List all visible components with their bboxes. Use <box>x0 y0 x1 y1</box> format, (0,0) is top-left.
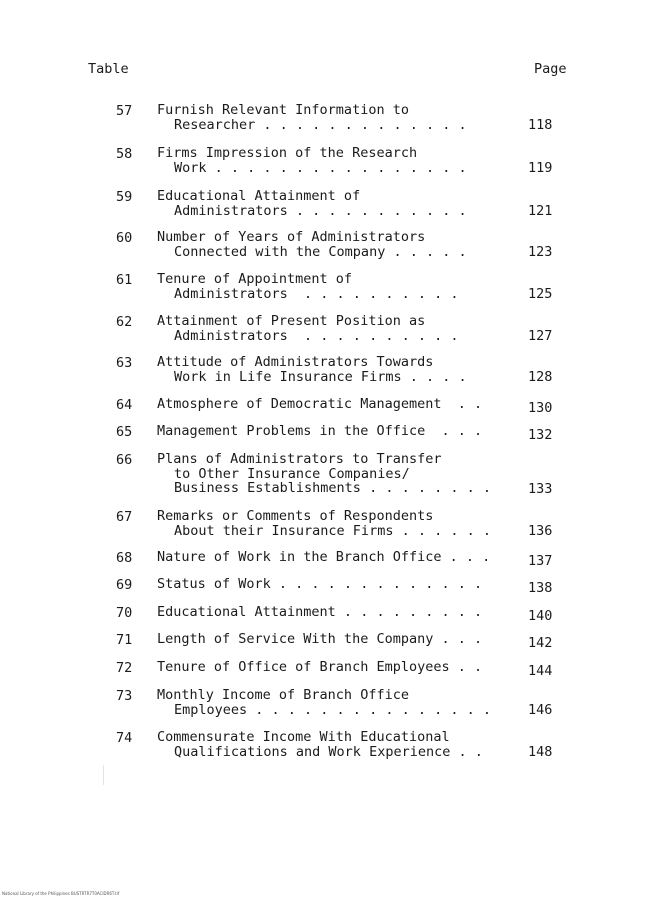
table-title-line: Monthly Income of Branch Office <box>157 687 409 703</box>
table-title-line: Number of Years of Administrators <box>157 229 426 245</box>
table-title-line: Furnish Relevant Information to <box>157 102 409 118</box>
page-number: 136 <box>528 523 553 539</box>
table-number: 63 <box>116 355 133 371</box>
table-title-line: Management Problems in the Office . . . <box>157 423 483 439</box>
table-title <box>157 452 491 496</box>
page-number: 121 <box>528 203 553 219</box>
page-number: 144 <box>528 663 553 679</box>
page-number: 119 <box>528 160 553 176</box>
table-title-line: Employees . . . . . . . . . . . . . . . <box>174 701 491 718</box>
table-number: 72 <box>116 660 133 676</box>
table-number: 60 <box>116 230 133 246</box>
table-title-line: Administrators . . . . . . . . . . . <box>174 202 467 219</box>
page-number: 127 <box>528 328 553 344</box>
page-number: 125 <box>528 286 553 302</box>
table-title-line: Educational Attainment of <box>157 188 361 204</box>
table-title-line: Status of Work . . . . . . . . . . . . . <box>157 576 483 592</box>
table-title-line: Researcher . . . . . . . . . . . . . <box>174 116 467 133</box>
table-number: 73 <box>116 688 133 704</box>
table-title-line: Length of Service With the Company . . . <box>157 631 483 647</box>
table-title-line: Administrators . . . . . . . . . . <box>174 285 459 302</box>
page-number: 148 <box>528 744 553 760</box>
table-title-line: Tenure of Office of Branch Employees . . <box>157 659 483 675</box>
table-title-line: Remarks or Comments of Respondents <box>157 508 434 524</box>
table-number: 70 <box>116 605 133 621</box>
page-number: 118 <box>528 117 553 133</box>
table-title-line: Attitude of Administrators Towards <box>157 354 434 370</box>
table-number: 57 <box>116 103 133 119</box>
table-title <box>157 355 467 384</box>
page-column-header: Page <box>534 61 567 77</box>
table-title <box>157 605 482 620</box>
table-title-line: to Other Insurance Companies/ <box>174 465 410 482</box>
table-title <box>157 230 467 259</box>
table-title-line: Qualifications and Work Experience . . <box>174 743 483 760</box>
page-number: 146 <box>528 702 553 718</box>
page-number: 138 <box>528 580 553 596</box>
table-title <box>157 189 467 218</box>
table-title <box>157 688 491 717</box>
table-number: 62 <box>116 314 133 330</box>
table-title <box>157 577 482 592</box>
page-number: 128 <box>528 369 553 385</box>
table-title <box>157 550 490 565</box>
page-number: 130 <box>528 400 553 416</box>
table-number: 69 <box>116 577 133 593</box>
margin-mark <box>103 765 104 785</box>
table-title-line: Atmosphere of Democratic Management . . <box>157 396 483 412</box>
table-title <box>157 272 458 301</box>
table-title-line: About their Insurance Firms . . . . . . <box>174 522 491 539</box>
table-title-line: Plans of Administrators to Transfer <box>157 451 442 467</box>
table-number: 74 <box>116 730 133 746</box>
page-number: 137 <box>528 553 553 569</box>
table-title <box>157 397 482 412</box>
table-column-header: Table <box>88 61 129 77</box>
table-title <box>157 314 458 343</box>
page-number: 133 <box>528 481 553 497</box>
table-number: 64 <box>116 397 133 413</box>
scan-footer: National Library of the Philippines BUSTRTR7T0ACIDR6T.tif <box>2 891 120 896</box>
page-number: 140 <box>528 608 553 624</box>
table-number: 67 <box>116 509 133 525</box>
table-number: 58 <box>116 146 133 162</box>
table-number: 68 <box>116 550 133 566</box>
table-title-line: Nature of Work in the Branch Office . . . <box>157 549 491 565</box>
table-title-line: Administrators . . . . . . . . . . <box>174 327 459 344</box>
table-title <box>157 730 483 759</box>
table-title-line: Firms Impression of the Research <box>157 145 418 161</box>
table-number: 66 <box>116 452 133 468</box>
table-title <box>157 632 482 647</box>
table-number: 71 <box>116 632 133 648</box>
table-title-line: Educational Attainment . . . . . . . . . <box>157 604 483 620</box>
table-title-line: Connected with the Company . . . . . <box>174 243 467 260</box>
table-title-line: Work in Life Insurance Firms . . . . <box>174 368 467 385</box>
page-number: 142 <box>528 635 553 651</box>
table-number: 65 <box>116 424 133 440</box>
table-title-line: Commensurate Income With Educational <box>157 729 450 745</box>
table-title <box>157 146 467 175</box>
table-title-line: Work . . . . . . . . . . . . . . . . <box>174 159 467 176</box>
table-number: 59 <box>116 189 133 205</box>
table-title <box>157 660 482 675</box>
table-title <box>157 103 467 132</box>
table-number: 61 <box>116 272 133 288</box>
page-number: 132 <box>528 427 553 443</box>
table-title-line: Business Establishments . . . . . . . . <box>174 480 491 496</box>
page-number: 123 <box>528 244 553 260</box>
table-title-line: Tenure of Appointment of <box>157 271 353 287</box>
table-title-line: Attainment of Present Position as <box>157 313 426 329</box>
table-title <box>157 509 491 538</box>
table-title <box>157 424 482 439</box>
